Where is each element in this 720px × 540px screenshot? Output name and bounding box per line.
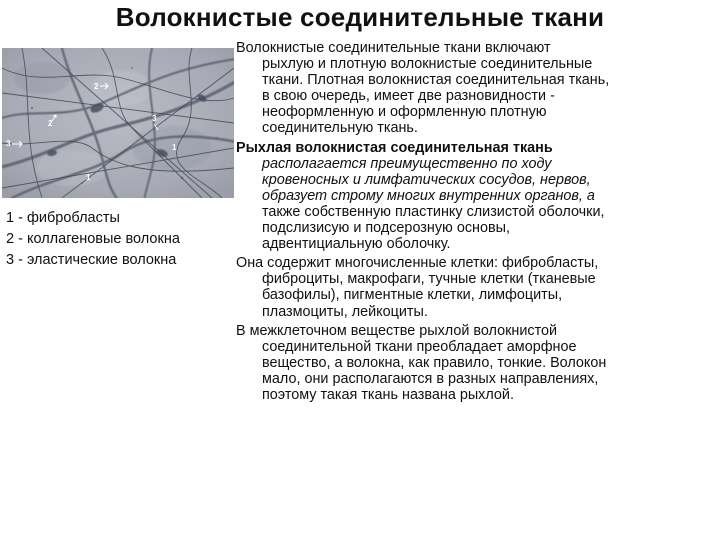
text-line-italic: располагается преимущественно по ходу: [262, 155, 552, 172]
text-line: соединительную ткань.: [262, 120, 418, 137]
legend-item: 1 - фибробласты: [6, 210, 120, 226]
figure-legend: [6, 208, 180, 271]
figure-label: 3: [152, 114, 157, 123]
text-line: фиброциты, макрофаги, тучные клетки (тканевые: [262, 271, 596, 288]
text-line: Волокнистые соединительные ткани включают: [236, 40, 551, 56]
text-line: адвентициальную оболочку.: [262, 236, 451, 253]
paragraph-3: [236, 255, 714, 319]
text-line: подслизисую и подсерозную основы,: [262, 220, 510, 237]
paragraph-2: [236, 140, 714, 253]
text-line: также собственную пластинку слизистой оболочки,: [262, 203, 605, 220]
text-line: вещество, а волокна, как правило, тонкие. Волокон: [262, 354, 607, 371]
slide-body: [236, 40, 714, 406]
figure-label: 1: [86, 173, 91, 182]
text-line-bold: Рыхлая волокнистая соединительная ткань: [236, 139, 553, 156]
figure-label: 1: [172, 143, 177, 152]
figure-label: 2: [48, 119, 53, 128]
text-line: поэтому такая ткань названа рыхлой.: [262, 386, 514, 403]
paragraph-1: [236, 40, 714, 137]
text-line: неоформленную и оформленную плотную: [262, 104, 547, 121]
text-line: рыхлую и плотную волокнистые соединительные: [262, 56, 593, 73]
paragraph-4: [236, 323, 714, 403]
text-line: соединительной ткани преобладает аморфное: [262, 338, 577, 355]
legend-item: 2 - коллагеновые волокна: [6, 231, 180, 247]
text-line: мало, они располагаются в разных направлениях,: [262, 370, 599, 387]
text-line: базофилы), пигментные клетки, лимфоциты,: [262, 287, 563, 304]
text-line: ткани. Плотная волокнистая соединительная ткань,: [262, 72, 610, 89]
figure-label: 3: [6, 139, 11, 148]
text-line: в свою очередь, имеет две разновидности -: [262, 88, 555, 105]
figure-label: 2: [94, 82, 99, 91]
micrograph-drawing: [2, 48, 234, 198]
text-line: плазмоциты, лейкоциты.: [262, 303, 428, 320]
text-line: Она содержит многочисленные клетки: фибробласты,: [236, 255, 599, 272]
text-line-italic: образует строму многих внутренних органов, а: [262, 187, 595, 204]
micrograph-image: [2, 48, 234, 198]
text-line: В межклеточном веществе рыхлой волокнистой: [236, 322, 558, 339]
legend-item: 3 - эластические волокна: [6, 252, 177, 268]
slide-title: Волокнистые соединительные ткани: [115, 2, 605, 32]
text-line-italic: кровеносных и лимфатических сосудов, нервов,: [262, 171, 591, 188]
